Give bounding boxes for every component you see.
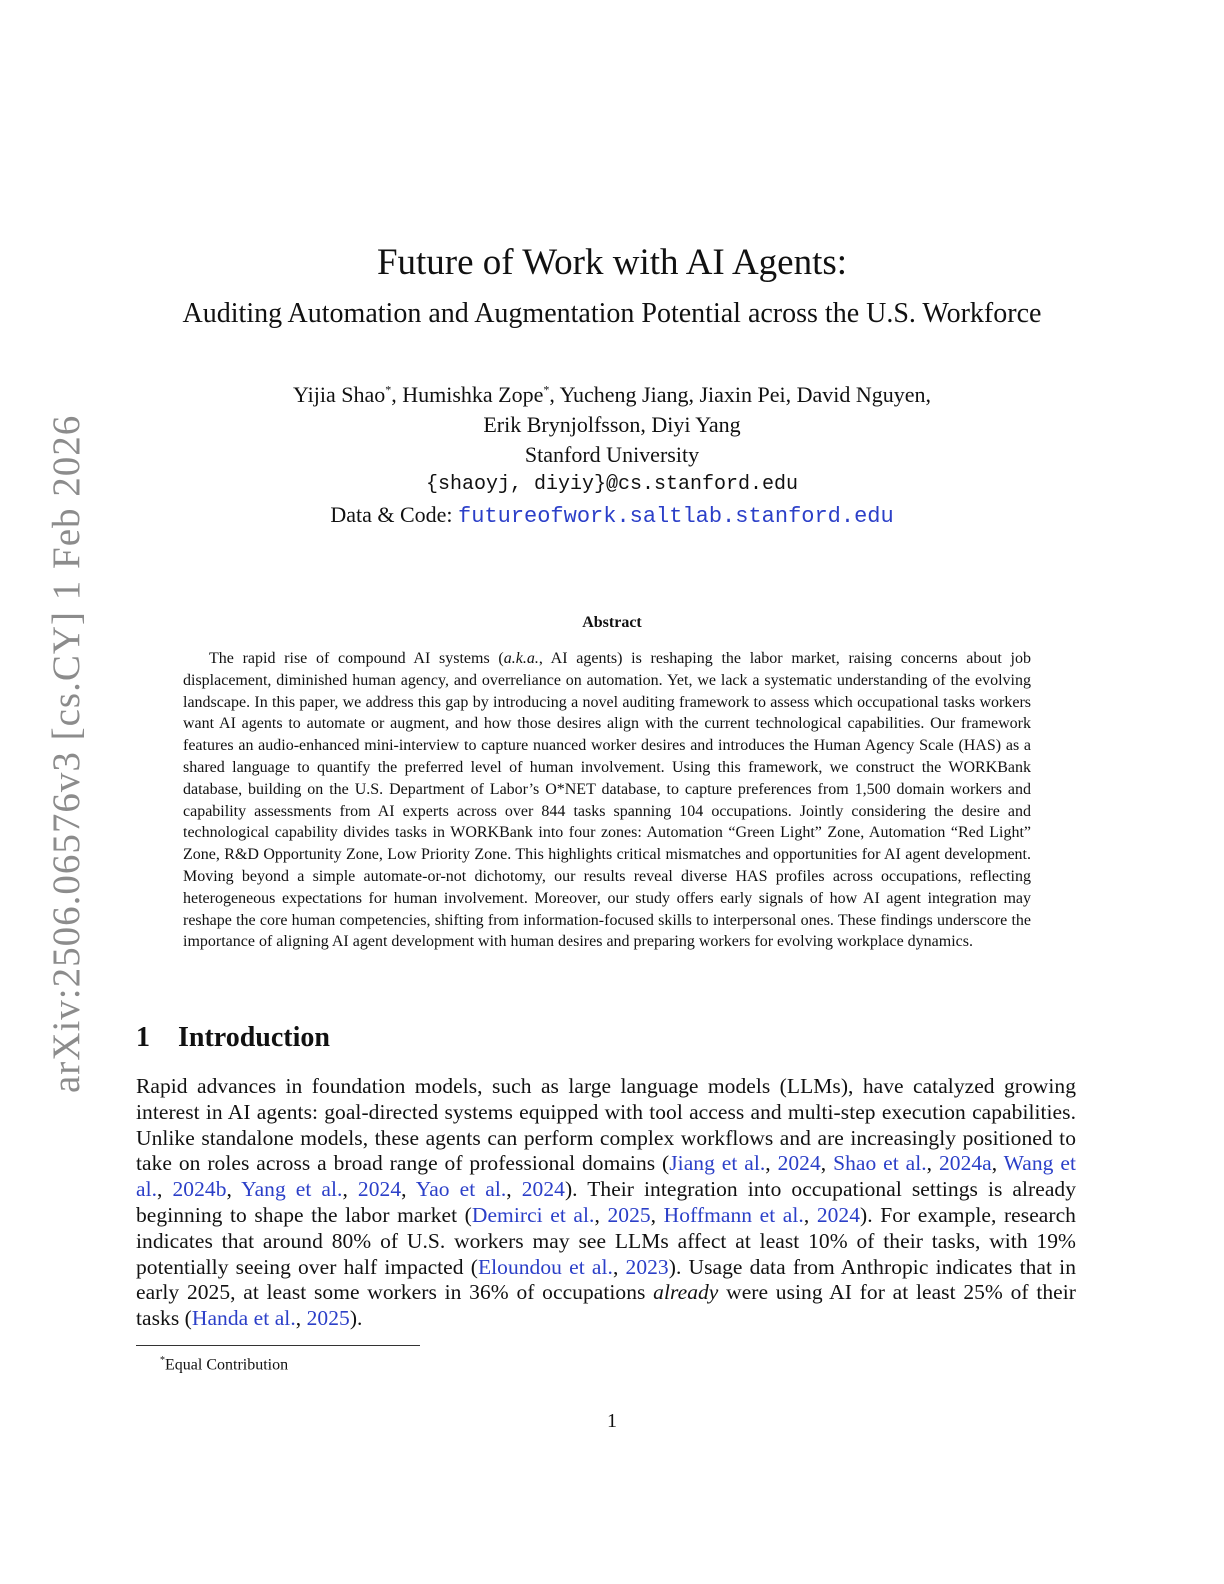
citation-separator: , bbox=[295, 1306, 307, 1331]
arxiv-identifier: arXiv:2506.06576v3 [cs.CY] 1 Feb 2026 bbox=[45, 414, 88, 1093]
citation-link[interactable]: 2025 bbox=[607, 1202, 651, 1227]
citation-link[interactable]: 2024 bbox=[816, 1202, 861, 1227]
citation-separator: , bbox=[765, 1151, 778, 1176]
citation-link[interactable]: Hoffmann et al. bbox=[663, 1202, 804, 1227]
citation-separator: , bbox=[612, 1254, 626, 1279]
footnote bbox=[160, 1350, 288, 1376]
citation-link[interactable]: Wang et al. bbox=[136, 1151, 1076, 1202]
body-text: ). Usage data from Anthropic indicates that in early 2025, at least some workers in 36% of occupations bbox=[136, 1254, 1077, 1305]
section-number: 1 bbox=[136, 1022, 150, 1053]
body-text: ). For example, research indicates that around 80% of U.S. workers may see LLMs affect at least 10% of their tasks, with 19% potentially seeing over half impacted ( bbox=[136, 1202, 1076, 1279]
citation-separator: , bbox=[157, 1177, 173, 1202]
footnote-marker: * bbox=[160, 1355, 165, 1366]
project-url-link[interactable]: futureofwork.saltlab.stanford.edu bbox=[458, 504, 894, 529]
citation-link[interactable]: Eloundou et al. bbox=[477, 1254, 613, 1279]
citation-separator: , bbox=[991, 1151, 1004, 1176]
contact-email: {shaoyj, diyiy}@cs.stanford.edu bbox=[425, 473, 799, 496]
citation-link[interactable]: Yang et al. bbox=[241, 1177, 343, 1202]
author-block bbox=[0, 380, 1224, 532]
citation-link[interactable]: 2023 bbox=[625, 1254, 669, 1279]
abstract-heading: Abstract bbox=[582, 614, 642, 631]
citation-link[interactable]: Shao et al. bbox=[833, 1151, 927, 1176]
data-code-label: Data & Code: bbox=[330, 502, 453, 527]
author-name: Yijia Shao bbox=[292, 382, 386, 407]
citation-link[interactable]: 2024a bbox=[938, 1151, 992, 1176]
abstract-emphasis: a.k.a. bbox=[503, 650, 539, 667]
citation-link[interactable]: 2024 bbox=[777, 1151, 821, 1176]
section-title: Introduction bbox=[178, 1022, 330, 1053]
citation-separator: , bbox=[594, 1202, 608, 1227]
citation-link[interactable]: Demirci et al. bbox=[471, 1202, 595, 1227]
citation-link[interactable]: 2025 bbox=[306, 1306, 350, 1331]
body-text: ). bbox=[349, 1306, 363, 1331]
paper-title: Future of Work with AI Agents: bbox=[376, 242, 848, 283]
paper-subtitle: Auditing Automation and Augmentation Potential across the U.S. Workforce bbox=[182, 298, 1042, 329]
citation-link[interactable]: Handa et al. bbox=[191, 1306, 296, 1331]
equal-contribution-marker: * bbox=[385, 382, 392, 397]
section-heading bbox=[136, 1020, 330, 1056]
abstract-text-part: The rapid rise of compound AI systems ( bbox=[209, 650, 504, 667]
citation-link[interactable]: 2024 bbox=[521, 1177, 565, 1202]
author-line-2: Erik Brynjolfsson, Diyi Yang bbox=[483, 412, 741, 437]
abstract-text bbox=[183, 648, 1031, 953]
citation-link[interactable]: Yao et al. bbox=[415, 1177, 507, 1202]
citation-link[interactable]: Jiang et al. bbox=[669, 1151, 766, 1176]
page-number: 1 bbox=[607, 1410, 617, 1432]
data-code-line bbox=[0, 500, 1224, 532]
body-text: Rapid advances in foundation models, such as large language models (LLMs), have catalyzed growing interest in AI agents: goal-directed systems equipped with tool access and multi-step execution capabilities. Unlike standalone models, these agents can perform complex workflows and are increasingly positioned to take on roles across a broad range of professional domains ( bbox=[136, 1074, 1076, 1176]
author-line-1: Yijia Shao*, Humishka Zope*, Yucheng Jiang, Jiaxin Pei, David Nguyen, bbox=[292, 382, 932, 407]
citation-separator: , bbox=[820, 1151, 834, 1176]
footnote-divider bbox=[136, 1345, 420, 1346]
citation-separator: , bbox=[342, 1177, 358, 1202]
citation-separator: , bbox=[803, 1202, 817, 1227]
citation-link[interactable]: 2024 bbox=[357, 1177, 402, 1202]
author-list: Yucheng Jiang, Jiaxin Pei, David Nguyen, bbox=[559, 382, 932, 407]
footnote-text: Equal Contribution bbox=[165, 1356, 289, 1374]
abstract-text-part: , AI agents) is reshaping the labor market, raising concerns about job displacement, diminished human agency, and overreliance on automation. Yet, we lack a systematic understanding of the evolving landscape. In this paper, we address this gap by introducing a novel auditing framework to assess which occupational tasks workers want AI agents to automate or augment, and how those desires align with the current technological capabilities. Our framework features an audio-enhanced mini-interview to capture nuanced worker desires and introduces the Human Agency Scale (HAS) as a shared language to quantify the preferred level of human involvement. Using this framework, we construct the WORKBank database, building on the U.S. Department of Labor’s O*NET database, to capture preferences from 1,500 domain workers and capability assessments from AI experts across over 844 tasks spanning 104 occupations. Jointly considering the desire and technological capability divides tasks in WORKBank into four zones: Automation “Green Light” Zone, Automation “Red Light” Zone, R&D Opportunity Zone, Low Priority Zone. This highlights critical mismatches and opportunities for AI agent development. Moving beyond a simple automate-or-not dichotomy, our results reveal diverse HAS profiles across occupations, reflecting heterogeneous expectations for human involvement. Moreover, our study offers early signals of how AI agent integration may reshape the core human competencies, shifting from information-focused skills to interpersonal ones. These findings underscore the importance of aligning AI agent development with human desires and preparing workers for evolving workplace dynamics. bbox=[183, 650, 1031, 951]
emphasized-text: already bbox=[653, 1280, 719, 1305]
equal-contribution-marker: * bbox=[543, 382, 550, 397]
citation-separator: , bbox=[506, 1177, 522, 1202]
affiliation: Stanford University bbox=[524, 442, 700, 467]
author-name: Humishka Zope bbox=[402, 382, 544, 407]
citation-link[interactable]: 2024b bbox=[172, 1177, 227, 1202]
body-text: ). Their integration into occupational settings is already beginning to shape the labor market ( bbox=[136, 1177, 1077, 1227]
citation-separator: , bbox=[226, 1177, 242, 1202]
citation-separator: , bbox=[401, 1177, 416, 1202]
citation-separator: , bbox=[650, 1202, 664, 1227]
citation-separator: , bbox=[926, 1151, 939, 1176]
body-text: were using AI for at least 25% of their tasks ( bbox=[136, 1280, 1076, 1331]
intro-paragraph bbox=[136, 1074, 1076, 1332]
